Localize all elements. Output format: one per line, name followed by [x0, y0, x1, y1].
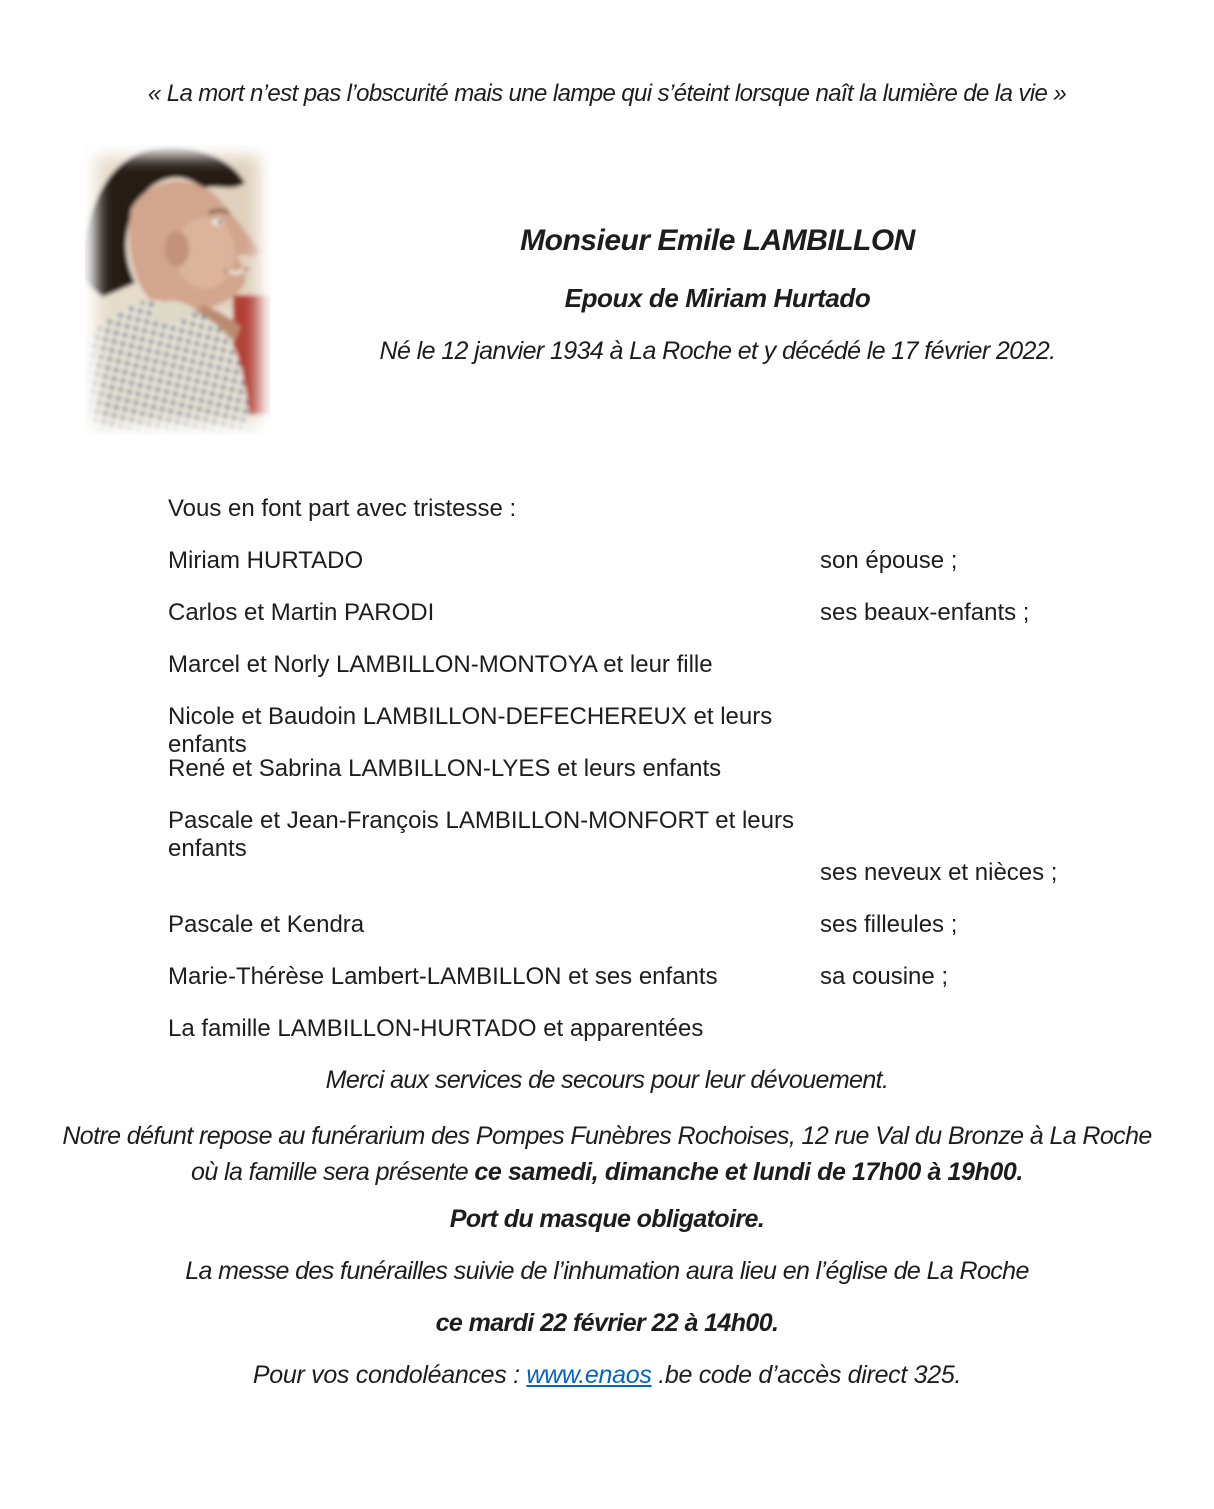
family-name: Carlos et Martin PARODI: [168, 599, 435, 626]
family-relation: ses neveux et nièces ;: [820, 859, 1058, 886]
thanks-line: Merci aux services de secours pour leur dévouement.: [325, 1066, 889, 1094]
family-row: [168, 1015, 1168, 1067]
repose-line1: Notre défunt repose au funérarium des Pompes Funèbres Rochoises, 12 rue Val du Bronze à La Roche: [62, 1122, 1152, 1150]
family-name: Marie-Thérèse Lambert-LAMBILLON et ses enfants: [168, 963, 718, 990]
family-row: [168, 599, 1168, 651]
family-relation: son épouse ;: [820, 547, 958, 574]
family-name: La famille LAMBILLON-HURTADO et apparentées: [168, 1015, 704, 1042]
family-name: Pascale et Jean-François LAMBILLON-MONFORT et leurs enfants: [168, 807, 794, 862]
family-row: [168, 963, 1168, 1015]
repose-schedule: ce samedi, dimanche et lundi de 17h00 à 19h00.: [474, 1158, 1023, 1186]
repose-line2: où la famille sera présente: [191, 1158, 469, 1186]
condolences-link[interactable]: www.enaos: [526, 1361, 652, 1389]
family-row: [168, 651, 1168, 703]
condolences-prefix: Pour vos condoléances :: [252, 1361, 520, 1389]
family-name: Pascale et Kendra: [168, 911, 365, 938]
epigraph-quote: « La mort n’est pas l’obscurité mais une lampe qui s’éteint lorsque naît la lumière de la vie »: [147, 80, 1067, 107]
family-relation: sa cousine ;: [820, 963, 949, 990]
family-relation: ses beaux-enfants ;: [820, 599, 1030, 626]
condolences-line: [0, 1361, 1214, 1390]
family-name: Marcel et Norly LAMBILLON-MONTOYA et leur fille: [168, 651, 713, 678]
family-relation: ses filleules ;: [820, 911, 958, 938]
family-name: Miriam HURTADO: [168, 547, 364, 574]
family-row: [168, 807, 1168, 862]
repose-notice: [0, 1118, 1214, 1190]
spouse-line: Epoux de Miriam Hurtado: [564, 283, 871, 313]
family-name: René et Sabrina LAMBILLON-LYES et leurs enfants: [168, 755, 722, 782]
photo-feather-edge: [85, 145, 270, 435]
condolences-suffix: .be code d’accès direct 325.: [658, 1361, 962, 1389]
family-row: [168, 755, 1168, 807]
family-row: [168, 911, 1168, 963]
intro-line: Vous en font part avec tristesse :: [168, 495, 517, 522]
deceased-name-title: Monsieur Emile LAMBILLON: [520, 224, 915, 257]
mask-notice: Port du masque obligatoire.: [449, 1205, 765, 1233]
funeral-date-line: ce mardi 22 février 22 à 14h00.: [435, 1309, 779, 1337]
family-row: [168, 859, 1168, 911]
birth-death-line: Né le 12 janvier 1934 à La Roche et y décédé le 17 février 2022.: [379, 337, 1056, 365]
family-row: [168, 547, 1168, 599]
family-row: [168, 703, 1168, 758]
funeral-mass-line: La messe des funérailles suivie de l’inhumation aura lieu en l’église de La Roche: [185, 1257, 1029, 1285]
portrait-photo: [85, 145, 270, 435]
family-name: Nicole et Baudoin LAMBILLON-DEFECHEREUX et leurs enfants: [168, 703, 773, 758]
family-announcement-list: [168, 495, 1168, 1067]
